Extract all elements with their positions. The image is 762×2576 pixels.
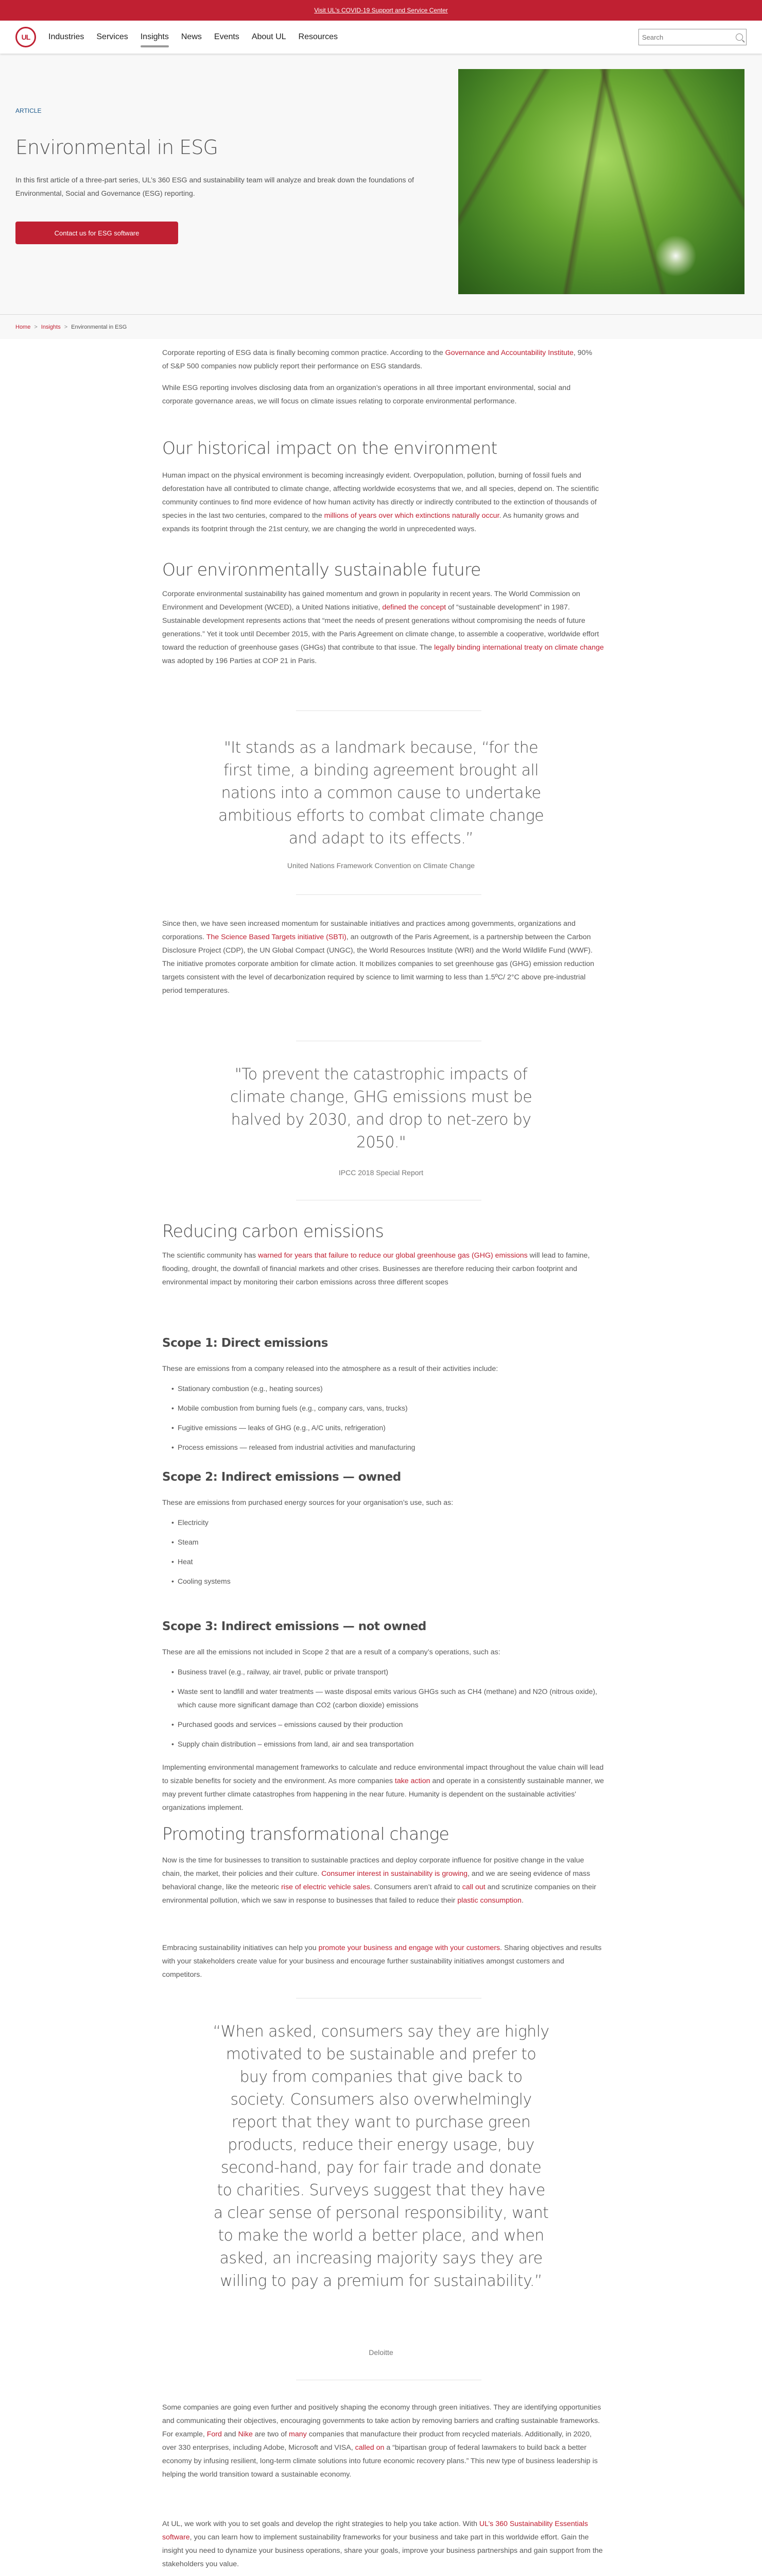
scope-2-intro: These are emissions from purchased energy sources for your organisation’s use, such as: (162, 1499, 454, 1507)
covid-banner (0, 0, 762, 21)
quote-deloitte: “When asked, consumers say they are highly motivated to be sustainable and prefer to buy from companies that give back to society. Consumers also overwhelmingly report that they want to purchase green products, reduce their energy usage, buy second-hand, pay for fair trade and donate to charities. Surveys suggest that they have a clear sense of personal responsibility, want to make the world a better place, and when asked, an increasing majority says they are willing to pay a premium for sustainability.” (213, 2023, 549, 2290)
text: . Sharing objectives and results with your stakeholders create value for your business and encourage further sustainability initiatives amongst customers and competitors. (162, 1944, 602, 1979)
text: and operate in a consistently sustainable manner, we may prevent further climate catastrophes from happening in the near future. Humanity is dependent on the sustainable activities' organizations implement. (162, 1777, 604, 1812)
treaty-link[interactable]: legally binding international treaty on climate change (434, 643, 604, 652)
nav-about-ul[interactable]: About UL (251, 32, 286, 41)
text: . As humanity grows and expands its footprint through the 21st century, we are changing the world in unprecedented ways. (162, 512, 579, 533)
text: companies that manufacture their product from recycled materials. Additionally, in 2020, over 330 enterprises, including Adobe, Microsoft and VISA, (162, 2430, 592, 2452)
text: , you can learn how to implement sustainability frameworks for your business and take part in this worldwide effort. Gain the insight you need to dynamize your business operations, share your goals, improve your business partnerships and gain support from the stakeholders you value. (162, 2533, 603, 2568)
list-item: • Cooling systems (162, 1574, 600, 1588)
intro-paragraph-2: While ESG reporting involves disclosing data from an organization’s operations in all three important environmental, social and corporate governance areas, we will focus on climate issues relating to corporate environmental performance. (162, 384, 571, 405)
list-item: • Waste sent to landfill and water treatments — waste disposal emits various GHGs such as CH4 (methane) and N2O (nitrous oxide), which cause more significant damage than CO2 (carbon dioxide) emissions (162, 1685, 605, 1711)
text: Corporate environmental sustainability has gained momentum and grown in popularity in recent years. The World Commission on Environment and Development (WCED), a United Nations initiative, (162, 590, 580, 612)
sbti-link[interactable]: The Science Based Targets initiative (SBTi) (206, 933, 347, 941)
text: , an outgrowth of the Paris Agreement, is a partnership between the Carbon Disclosure Project (CDP), the UN Global Compact (UNGC), the World Resources Institute (WRI) and the World Wildlife Fund (WWF). The initiative promotes corporate ambition for climate action. It mobilizes companies to set greenhouse gas (GHG) emission reduction targets consistent with the level of decarbonization required by science to limit warming to less than 1.5ºC/ 2°C above pre-industrial period temperatures. (162, 933, 595, 995)
many-link[interactable]: many (289, 2430, 307, 2438)
text: . Consumers aren’t afraid to (370, 1883, 462, 1891)
called-on-link[interactable]: called on (355, 2444, 385, 2452)
heading-promoting-change: Promoting transformational change (162, 1824, 449, 1844)
text: . (521, 1896, 524, 1905)
extinctions-link[interactable]: millions of years over which extinctions naturally occur (324, 512, 499, 520)
site-header (0, 21, 762, 54)
quote-source-deloitte: Deloitte (369, 2348, 393, 2357)
text: Corporate reporting of ESG data is finally becoming common practice. According to the (162, 349, 445, 357)
list-item: • Electricity (162, 1516, 600, 1529)
text: , and we are seeing evidence of mass behavioral change, like the meteoric (162, 1870, 591, 1891)
quote-ipcc: "To prevent the catastrophic impacts of climate change, GHG emissions must be halved by 2030, and drop to net-zero by 2050." (230, 1065, 532, 1151)
plastic-consumption-link[interactable]: plastic consumption (457, 1896, 522, 1905)
since-then-paragraph (162, 917, 605, 997)
hero-description: In this first article of a three-part series, UL’s 360 ESG and sustainability team will analyze and break down the foundations of Environmental, Social and Governance (ESG) reporting. (15, 176, 414, 197)
quote-unfccc: "It stands as a landmark because, “for the first time, a binding agreement brought all nations into a common cause to undertake ambitious efforts to combat climate change and adapt to its effects.” (218, 739, 544, 848)
consumer-interest-link[interactable]: Consumer interest in sustainability is growing (321, 1870, 468, 1878)
some-companies-paragraph (162, 2401, 605, 2481)
nav-resources[interactable]: Resources (298, 32, 338, 41)
list-item: • Stationary combustion (e.g., heating sources) (162, 1382, 600, 1395)
scope-2-list (162, 1516, 600, 1594)
chevron-right-icon: > (34, 324, 38, 330)
gai-link[interactable]: Governance and Accountability Institute (445, 349, 574, 357)
promote-business-link[interactable]: promote your business and engage with your customers (318, 1944, 500, 1952)
divider (296, 710, 481, 711)
ford-link[interactable]: Ford (206, 2430, 222, 2438)
nav-services[interactable]: Services (96, 32, 128, 41)
text: Human impact on the physical environment is becoming increasingly evident. Overpopulation, pollution, burning of fossil fuels and deforestation have all contributed to climate change, affecting worldwide ecosystems that we, and all species, depend on. The scientific community continues to find more evidence of how human activity has directly or indirectly contributed to the extinction of thousands of species in the last two centuries, compared to the (162, 471, 599, 520)
implementing-paragraph (162, 1761, 605, 1815)
ul-logo[interactable]: UL (15, 27, 36, 47)
list-item: • Process emissions — released from industrial activities and manufacturing (162, 1440, 600, 1454)
quote-source-ipcc: IPCC 2018 Special Report (338, 1168, 424, 1177)
list-item: • Purchased goods and services – emissions caused by their production (162, 1718, 605, 1731)
nike-link[interactable]: Nike (238, 2430, 253, 2438)
heading-scope-1: Scope 1: Direct emissions (162, 1336, 328, 1350)
breadcrumb-current: Environmental in ESG (71, 324, 127, 330)
ghg-warning-link[interactable]: warned for years that failure to reduce our global greenhouse gas (GHG) emissions (258, 1251, 528, 1260)
reducing-paragraph (162, 1249, 605, 1289)
at-ul-paragraph (162, 2517, 605, 2571)
divider (296, 894, 481, 895)
heading-historical-impact: Our historical impact on the environment (162, 438, 497, 458)
breadcrumb (0, 314, 762, 339)
nav-industries[interactable]: Industries (48, 32, 84, 41)
list-item: • Steam (162, 1535, 600, 1549)
text: The scientific community has (162, 1251, 258, 1260)
text: Now is the time for businesses to transition to sustainable practices and deploy corporate influence for positive change in the value chain, the market, their policies and their culture. (162, 1856, 584, 1878)
ev-sales-link[interactable]: rise of electric vehicle sales (281, 1883, 370, 1891)
breadcrumb-home[interactable]: Home (15, 324, 31, 330)
take-action-link[interactable]: take action (394, 1777, 430, 1785)
sustainability-essentials-link[interactable]: UL’s 360 Sustainability Essentials software (162, 2520, 588, 2541)
defined-concept-link[interactable]: defined the concept (382, 603, 446, 612)
heading-scope-2: Scope 2: Indirect emissions — owned (162, 1470, 401, 1484)
heading-scope-3: Scope 3: Indirect emissions — not owned (162, 1620, 426, 1633)
hero-eyebrow: ARTICLE (15, 107, 42, 114)
embracing-paragraph (162, 1941, 605, 1981)
hero-forest-image (458, 69, 744, 294)
text: and scrutinize companies on their environmental pollution, which we saw in response to businesses that failed to reduce their (162, 1883, 597, 1905)
text: will lead to famine, flooding, drought, the downfall of financial markets and other crises. Businesses are therefore reducing their carbon footprint and environmental impact by monitoring their carbon emissions across three different scopes (162, 1251, 590, 1286)
text: was adopted by 196 Parties at COP 21 in Paris. (162, 657, 317, 665)
text: a “bipartisan group of federal lawmakers to build back a better economy by infusing resilient, long-term climate solutions into future economic recovery plans.” This new type of business leadership is helping the world transition toward a sustainable economy. (162, 2444, 598, 2479)
quote-source-unfccc: United Nations Framework Convention on Climate Change (287, 861, 475, 870)
chevron-right-icon: > (64, 324, 68, 330)
nav-events[interactable]: Events (214, 32, 239, 41)
text: , 90% of S&P 500 companies now publicly report their performance on ESG standards. (162, 349, 593, 370)
page-title: Environmental in ESG (15, 136, 218, 159)
call-out-link[interactable]: call out (462, 1883, 486, 1891)
hero (0, 54, 762, 314)
main-nav (48, 21, 350, 54)
intro-paragraph-1 (162, 346, 600, 373)
text: Since then, we have seen increased momentum for sustainable initiatives and practices among governments, organizations and corporations. (162, 920, 576, 941)
nav-insights[interactable]: Insights (141, 21, 169, 54)
text: At UL, we work with you to set goals and develop the right strategies to help you take action. With (162, 2520, 479, 2528)
breadcrumb-insights[interactable]: Insights (41, 324, 61, 330)
heading-sustainable-future: Our environmentally sustainable future (162, 560, 481, 580)
text: Implementing environmental management frameworks to calculate and reduce environmental impact throughout the value chain will lead to sizable benefits for society and the environment. As more companies (162, 1764, 604, 1785)
text: and (221, 2430, 238, 2438)
scope-1-intro: These are emissions from a company released into the atmosphere as a result of their activities include: (162, 1365, 498, 1373)
future-paragraph (162, 587, 605, 668)
text: of “sustainable development” in 1987. Sustainable development represents actions that “meet the needs of present generations without compromising the needs of future generations.” Yet it took until December 2015, with the Paris Agreement on climate change, to assemble a cooperative, worldwide effort toward the reduction of greenhouse gases (GHGs) that contribute to that issue. The (162, 603, 599, 652)
list-item: • Mobile combustion from burning fuels (e.g., company cars, vans, trucks) (162, 1401, 600, 1415)
list-item: • Fugitive emissions — leaks of GHG (e.g., A/C units, refrigeration) (162, 1421, 600, 1434)
list-item: • Business travel (e.g., railway, air travel, public or private transport) (162, 1665, 605, 1679)
contact-esg-button[interactable]: Contact us for ESG software (15, 222, 178, 244)
search-box (638, 29, 747, 45)
scope-3-intro: These are all the emissions not included in Scope 2 that are a result of a company’s operations, such as: (162, 1648, 500, 1656)
scope-1-list (162, 1382, 600, 1460)
text: Embracing sustainability initiatives can help you (162, 1944, 319, 1952)
list-item: • Heat (162, 1555, 600, 1568)
search-icon[interactable] (736, 33, 743, 41)
heading-reducing-emissions: Reducing carbon emissions (162, 1221, 384, 1241)
text: Some companies are going even further and positively shaping the economy through green initiatives. They are identifying opportunities and communicating their objectives, encouraging governments to take action by removing barriers and crafting sustainable frameworks. For example, (162, 2403, 601, 2438)
nav-news[interactable]: News (181, 32, 202, 41)
promoting-paragraph (162, 1854, 605, 1907)
scope-3-list (162, 1665, 605, 1757)
search-input[interactable] (642, 33, 736, 41)
list-item: • Supply chain distribution – emissions from land, air and sea transportation (162, 1737, 605, 1751)
text: are two of (252, 2430, 289, 2438)
historical-paragraph (162, 469, 600, 536)
covid-banner-link[interactable]: Visit UL's COVID-19 Support and Service Center (314, 7, 448, 14)
